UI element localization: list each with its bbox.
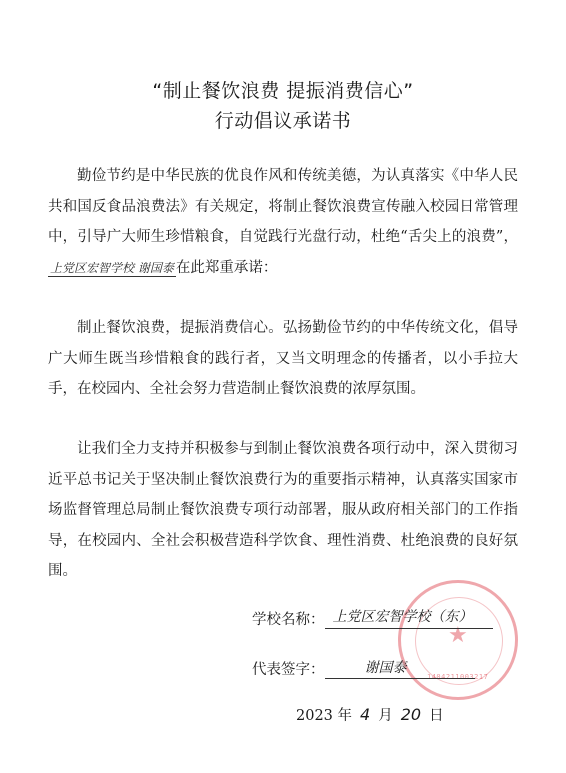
school-name-label: 学校名称： xyxy=(252,612,325,628)
title-line-1: “制止餐饮浪费 提振消费信心” xyxy=(152,80,414,102)
seal-star-icon: ★ xyxy=(448,623,468,648)
representative-label: 代表签字： xyxy=(252,662,325,678)
paragraph-1-tail: 在此郑重承诺： xyxy=(175,259,278,276)
date xyxy=(296,704,444,725)
paragraph-1-text: 勤俭节约是中华民族的优良作风和传统美德，为认真落实《中华人民共和国反食品浪费法》有关规定，将制止餐饮浪费宣传融入校园日常管理中，引导广大师生珍惜粮食，自觉践行光盘行动，杜绝“舌尖上的浪费”， xyxy=(48,168,518,245)
seal-number: 1404211003217 xyxy=(427,673,489,681)
date-day: 20 xyxy=(400,705,422,724)
date-month-unit: 月 xyxy=(378,708,393,724)
official-seal xyxy=(398,580,518,700)
date-year-unit: 年 xyxy=(337,708,353,724)
paragraph-3: 让我们全力支持并积极参与到制止餐饮浪费各项行动中，深入贯彻习近平总书记关于坚决制止餐饮浪费行为的重要指示精神，认真落实国家市场监督管理总局制止餐饮浪费专项行动部署，服从政府相关部门的工作指导，在校园内、全社会积极营造科学饮食、理性消费、杜绝浪费的良好氛围。 xyxy=(48,441,518,579)
school-name-row xyxy=(252,606,493,629)
handwritten-school-and-name: 上党区宏智学校 谢国泰 xyxy=(50,260,174,275)
representative-signature: 谢国泰 xyxy=(325,657,475,679)
title-line-2: 行动倡议承诺书 xyxy=(214,110,352,132)
school-name-value: 上党区宏智学校（东） xyxy=(325,606,493,629)
date-day-unit: 日 xyxy=(429,708,444,724)
date-month: 4 xyxy=(360,705,371,724)
paragraph-2: 制止餐饮浪费，提振消费信心。弘扬勤俭节约的中华传统文化，倡导广大师生既当珍惜粮食的践行者，又当文明理念的传播者，以小手拉大手，在校园内、全社会努力营造制止餐饮浪费的浓厚氛围。 xyxy=(48,320,518,397)
representative-signature-row xyxy=(252,657,475,679)
paragraph-1 xyxy=(48,161,518,283)
date-year: 2023 xyxy=(296,708,333,724)
